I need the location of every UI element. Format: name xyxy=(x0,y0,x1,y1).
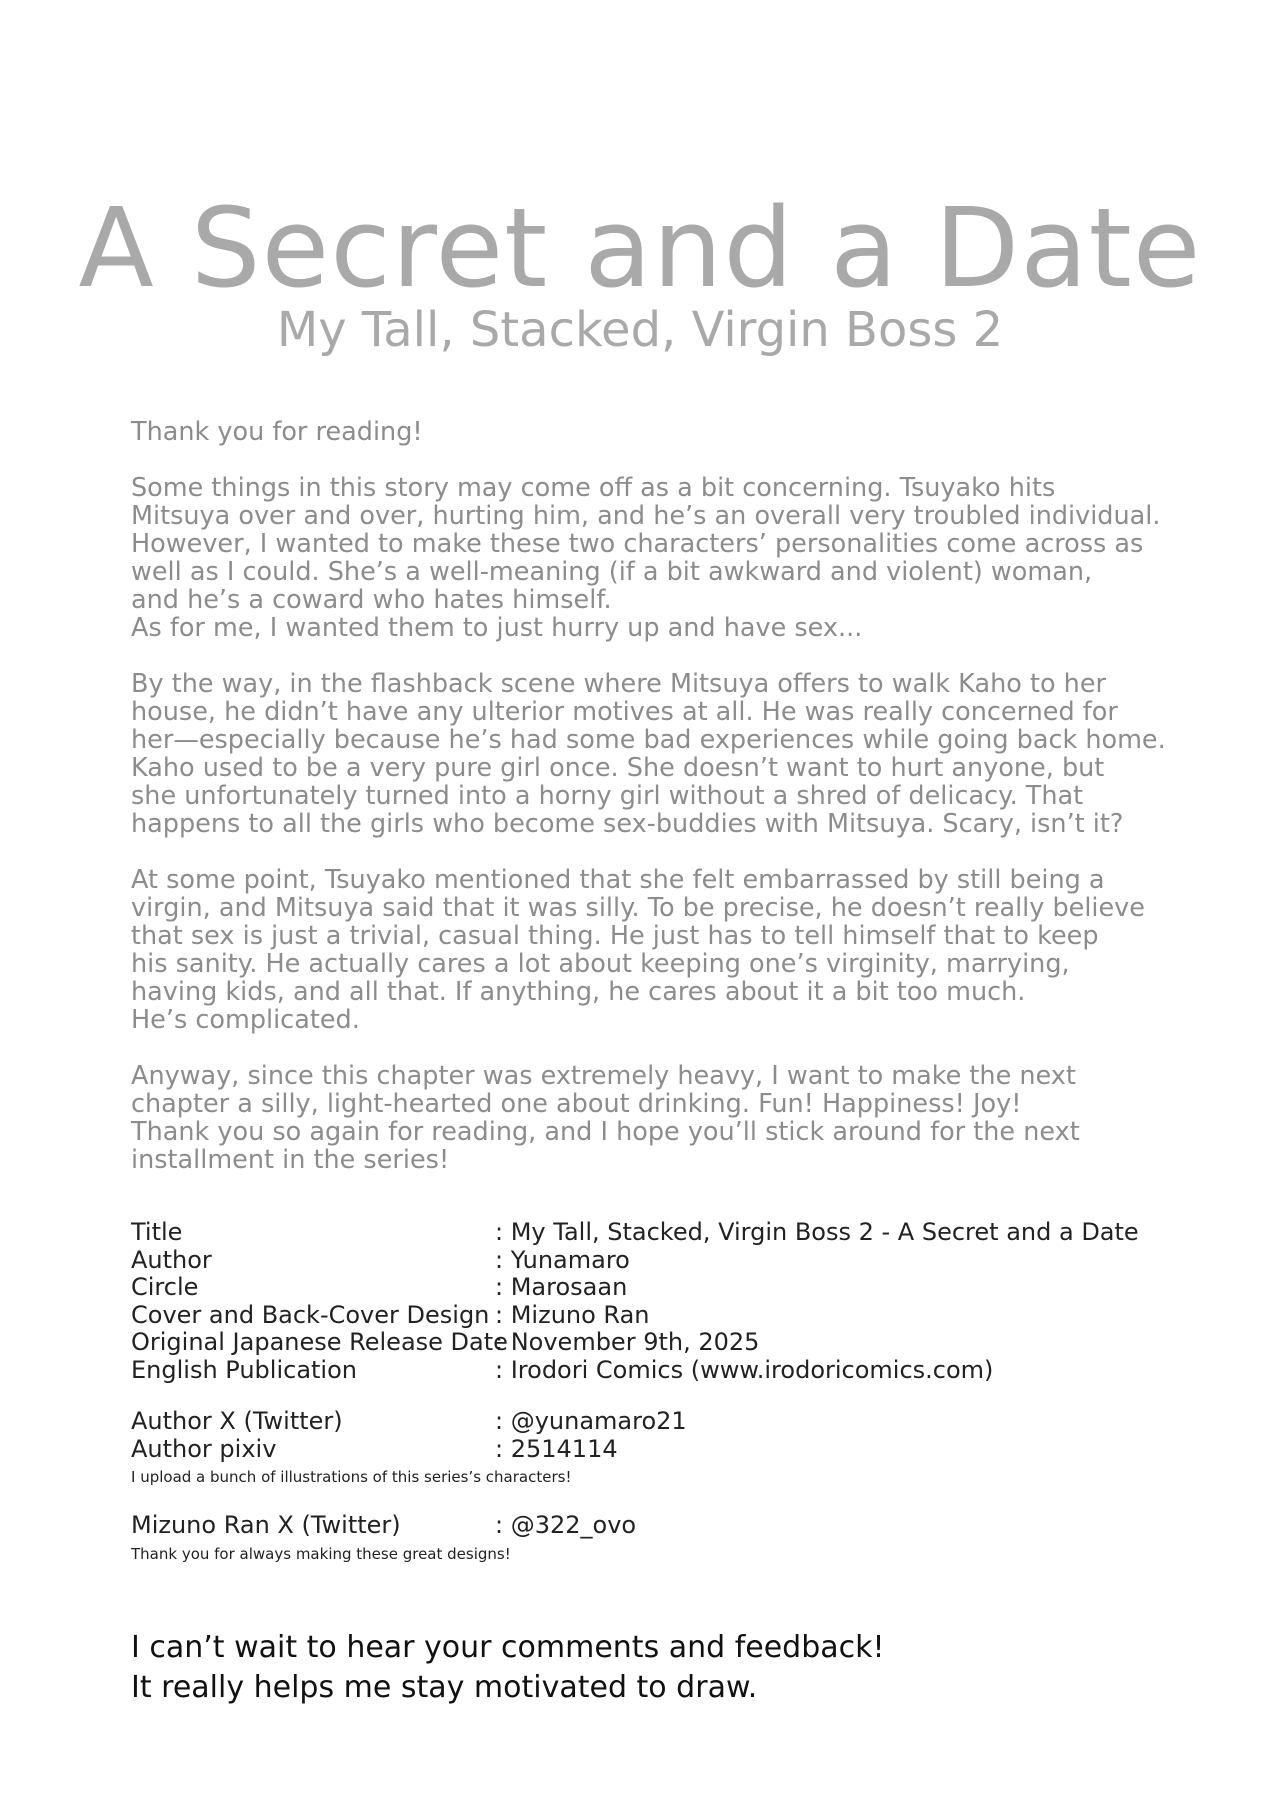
credit-row-circle xyxy=(131,1274,1241,1302)
credit-value: : Yunamaro xyxy=(495,1245,630,1274)
credit-row-release-date xyxy=(131,1329,1241,1357)
credit-label: English Publication xyxy=(131,1355,357,1384)
author-links xyxy=(131,1408,1241,1488)
publication-info xyxy=(131,1219,1241,1384)
credit-label: Author X (Twitter) xyxy=(131,1407,343,1435)
credit-value: : November 9th, 2025 xyxy=(495,1328,760,1356)
afterword-paragraph: Some things in this story may come off as a bit concerning. Tsuyako hits Mitsuya over and over, hurting him, and he’s an overall very troubled individual. However, I wanted to make these two characters’ personalities come across as well as I could. She’s a well-meaning (if a bit awkward and violent) woman, and he’s a coward who hates himself. As for me, I wanted them to just hurry up and have sex... xyxy=(131,473,1161,643)
afterword-paragraph: At some point, Tsuyako mentioned that she felt embarrassed by still being a virgin, and Mitsuya said that it was silly. To be precise, he doesn’t really believe that sex is just a trivial, casual thing. He just has to tell himself that to keep his sanity. He actually cares a lot about keeping one’s virginity, marrying, having kids, and all that. If anything, he cares about it a bit too much. He’s complicated. xyxy=(131,865,1145,1035)
credit-value: : @yunamaro21 xyxy=(495,1407,687,1435)
credit-value: : My Tall, Stacked, Virgin Boss 2 - A Secret and a Date xyxy=(495,1218,1139,1246)
credit-value: : Mizuno Ran xyxy=(495,1300,650,1329)
credit-row-design xyxy=(131,1302,1241,1330)
closing-message xyxy=(131,1628,885,1708)
credits xyxy=(131,1219,1241,1589)
credit-label: Title xyxy=(131,1218,183,1246)
afterword-paragraph: Thank you for reading! xyxy=(131,417,423,447)
credit-row-title xyxy=(131,1219,1241,1247)
credit-row-designer-x xyxy=(131,1512,1241,1540)
designer-note: Thank you for always making these great designs! xyxy=(131,1544,511,1563)
designer-links xyxy=(131,1512,1241,1565)
credit-row-author-pixiv xyxy=(131,1436,1241,1464)
credit-value: : Irodori Comics (www.irodoricomics.com) xyxy=(495,1355,994,1384)
credit-label: Circle xyxy=(131,1273,199,1301)
afterword-paragraph: Anyway, since this chapter was extremely heavy, I want to make the next chapter a silly, light-hearted one about drinking. Fun! Happiness! Joy! Thank you so again for reading, and I hope you’ll stick around for the next installment in the series! xyxy=(131,1061,1080,1175)
afterword-paragraph: By the way, in the flashback scene where Mitsuya offers to walk Kaho to her house, he didn’t have any ulterior motives at all. He was really concerned for her—especially because he’s had some bad experiences while going back home. Kaho used to be a very pure girl once. She doesn’t want to hurt anyone, but she unfortunately turned into a horny girl without a shred of delicacy. That happens to all the girls who become sex-buddies with Mitsuya. Scary, isn’t it? xyxy=(131,669,1166,839)
closing-line: It really helps me stay motivated to draw. xyxy=(131,1670,758,1705)
page-subtitle: My Tall, Stacked, Virgin Boss 2 xyxy=(276,302,1004,358)
credit-label: Original Japanese Release Date xyxy=(131,1328,508,1356)
page-title: A Secret and a Date xyxy=(78,184,1202,312)
credit-label: Cover and Back-Cover Design xyxy=(131,1300,490,1329)
author-note: I upload a bunch of illustrations of this series’s characters! xyxy=(131,1468,572,1486)
closing-line: I can’t wait to hear your comments and feedback! xyxy=(131,1630,885,1665)
credit-row-english-publication xyxy=(131,1357,1241,1385)
credit-label: Mizuno Ran X (Twitter) xyxy=(131,1511,401,1539)
credit-label: Author pixiv xyxy=(131,1434,277,1463)
credit-row-author-x xyxy=(131,1408,1241,1436)
credit-value: : @322_ovo xyxy=(495,1511,637,1539)
credit-label: Author xyxy=(131,1245,212,1274)
afterword xyxy=(131,418,1241,1202)
credit-value: : 2514114 xyxy=(495,1434,618,1463)
credit-row-author xyxy=(131,1247,1241,1275)
credit-value: : Marosaan xyxy=(495,1273,628,1301)
